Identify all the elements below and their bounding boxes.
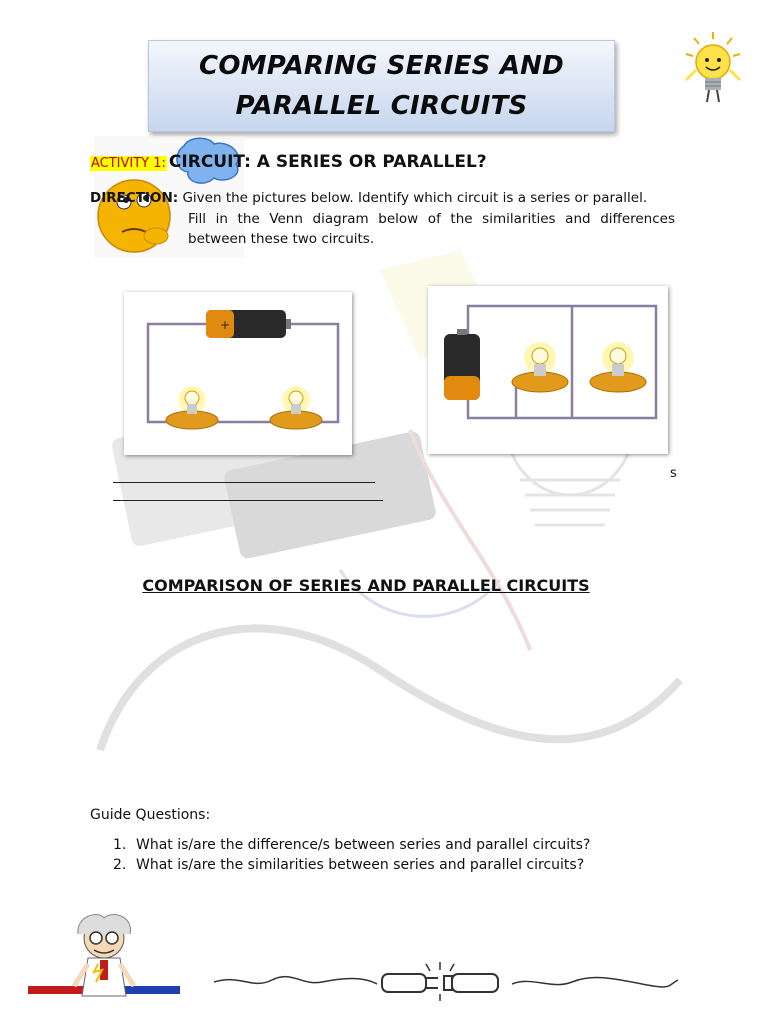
svg-text:+: +	[220, 318, 231, 332]
list-item	[113, 835, 590, 855]
direction-paragraph	[90, 188, 675, 250]
bulb-icon-left	[166, 386, 218, 429]
series-circuit-picture	[124, 292, 352, 455]
answer-blank-line-2[interactable]	[113, 490, 383, 501]
question-text: What is/are the similarities between series and parallel circuits?	[136, 857, 585, 873]
lightbulb-mascot-icon	[680, 30, 746, 104]
page-title: COMPARING SERIES AND PARALLEL CIRCUITS	[199, 51, 564, 121]
question-number: 1.	[113, 837, 127, 853]
question-text: What is/are the difference/s between series and parallel circuits?	[136, 837, 591, 853]
title-banner	[148, 40, 615, 132]
direction-continuation: Fill in the Venn diagram below of the similarities and differences between these two circuits.	[188, 210, 675, 247]
direction-first-line: Given the pictures below. Identify which circuit is a series or parallel.	[178, 190, 648, 206]
comparison-heading: COMPARISON OF SERIES AND PARALLEL CIRCUITS	[142, 576, 590, 595]
activity-heading	[90, 152, 487, 172]
guide-questions-label: Guide Questions:	[90, 807, 211, 823]
activity-title: CIRCUIT: A SERIES OR PARALLEL?	[168, 152, 487, 172]
scientist-cartoon-icon	[28, 912, 180, 1000]
bulb-icon-left	[512, 342, 568, 392]
stray-letter: s	[670, 466, 677, 481]
battery-icon	[444, 329, 480, 400]
guide-questions-list	[113, 835, 590, 875]
answer-blank-line-1[interactable]	[113, 472, 375, 483]
activity-label: ACTIVITY 1:	[91, 156, 166, 171]
bulb-icon-right	[270, 386, 322, 429]
list-item	[113, 855, 590, 875]
bulb-icon-right	[590, 342, 646, 392]
battery-icon	[206, 310, 291, 338]
direction-label: DIRECTION:	[90, 190, 179, 206]
parallel-circuit-picture	[428, 286, 668, 454]
question-number: 2.	[113, 857, 127, 873]
plug-divider-icon	[212, 960, 680, 1002]
